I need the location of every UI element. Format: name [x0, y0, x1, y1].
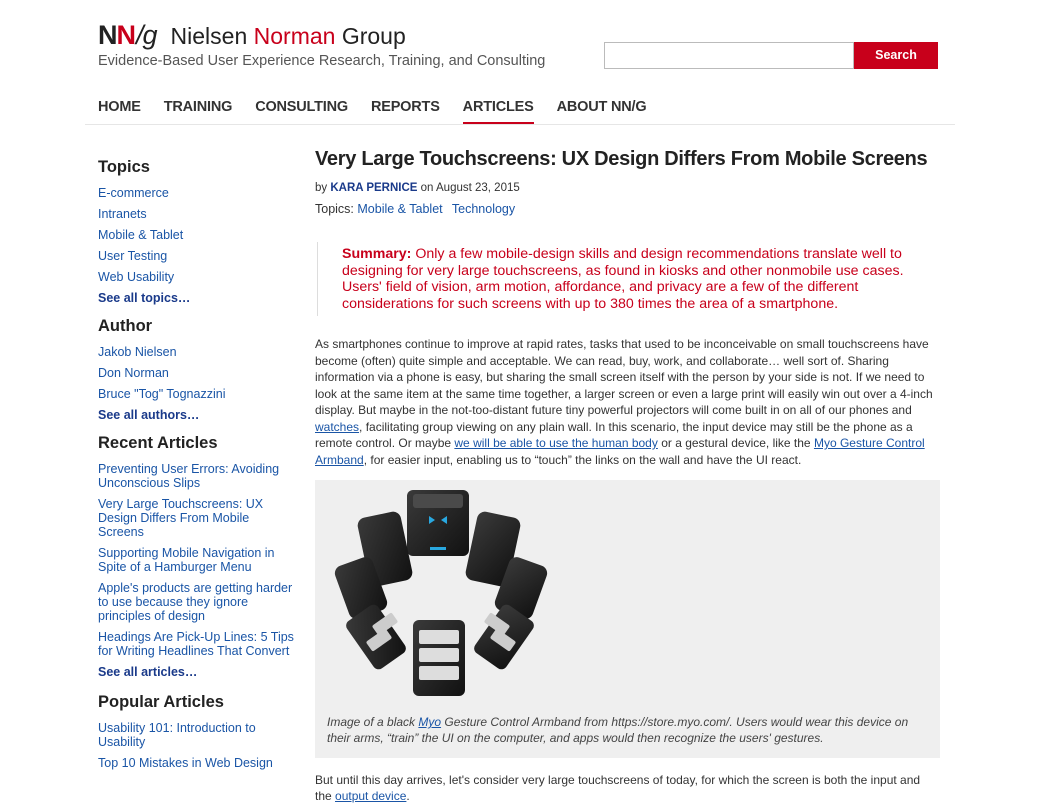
logo-word-norman: Norman — [253, 23, 336, 49]
see-all-topics-link[interactable]: See all topics… — [98, 291, 191, 305]
topics-heading: Topics — [98, 158, 150, 176]
list-item — [98, 630, 298, 658]
list-item — [98, 186, 298, 200]
paragraph-text: . — [406, 788, 410, 803]
body-paragraph — [315, 336, 940, 468]
figure-caption — [327, 715, 927, 746]
popular-article-link[interactable]: Top 10 Mistakes in Web Design — [98, 756, 273, 770]
list-item — [98, 581, 298, 623]
recent-article-link[interactable]: Very Large Touchscreens: UX Design Differs From Mobile Screens — [98, 497, 264, 539]
recent-article-link[interactable]: Apple's products are getting harder to use because they ignore principles of design — [98, 581, 293, 623]
authors-list — [98, 345, 298, 422]
nav-reports[interactable]: REPORTS — [370, 99, 440, 115]
list-item — [98, 546, 298, 574]
article-title: Very Large Touchscreens: UX Design Differs From Mobile Screens — [315, 148, 928, 170]
topic-tag-link[interactable]: Mobile & Tablet — [357, 202, 443, 216]
nav-training[interactable]: TRAINING — [163, 99, 233, 115]
topic-link[interactable]: Intranets — [98, 207, 147, 221]
list-item — [98, 345, 298, 359]
list-item — [98, 228, 298, 242]
topics-label: Topics: — [315, 202, 358, 216]
paragraph-text: or a gestural device, like the — [657, 436, 814, 450]
main-nav — [98, 99, 669, 125]
list-item — [98, 270, 298, 284]
popular-articles-heading: Popular Articles — [98, 693, 224, 711]
article-byline — [315, 182, 940, 194]
list-item — [98, 291, 298, 305]
topic-link[interactable]: Web Usability — [98, 270, 175, 284]
list-item — [98, 462, 298, 490]
recent-article-link[interactable]: Preventing User Errors: Avoiding Unconscious Slips — [98, 462, 280, 490]
caption-text: Image of a black — [327, 715, 419, 729]
author-link[interactable]: Don Norman — [98, 366, 169, 380]
topic-tag-link[interactable]: Technology — [451, 202, 516, 216]
article-topics — [315, 202, 940, 216]
author-link[interactable]: Bruce "Tog" Tognazzini — [98, 387, 226, 401]
site-logo[interactable] — [98, 20, 406, 51]
caption-link-myo[interactable]: Myo — [418, 715, 442, 729]
topic-link[interactable]: E-commerce — [98, 186, 169, 200]
topics-list — [98, 186, 298, 305]
logo-letter-n1: N — [98, 20, 117, 50]
nav-home[interactable]: HOME — [98, 99, 141, 115]
topic-link[interactable]: Mobile & Tablet — [98, 228, 184, 242]
body-paragraph — [315, 773, 940, 804]
paragraph-text: , facilitating group viewing on any plain wall. In this scenario, the input device may still be the phone as a remote control. Or maybe — [315, 419, 913, 450]
popular-articles-list — [98, 721, 298, 770]
see-all-authors-link[interactable]: See all authors… — [98, 408, 200, 422]
list-item — [98, 366, 298, 380]
inline-link-watches[interactable]: watches — [315, 419, 360, 434]
sidebar — [98, 158, 298, 782]
popular-article-link[interactable]: Usability 101: Introduction to Usability — [98, 721, 256, 749]
nav-consulting[interactable]: CONSULTING — [255, 99, 348, 115]
recent-article-link[interactable]: Headings Are Pick-Up Lines: 5 Tips for Writing Headlines That Convert — [98, 630, 294, 658]
logo-word-nielsen: Nielsen — [170, 23, 254, 49]
nav-divider — [85, 124, 955, 125]
paragraph-text: , for easier input, enabling us to “touch” the links on the wall and have the UI react. — [363, 452, 802, 467]
article — [315, 148, 940, 804]
inline-link-output-device[interactable]: output device — [335, 788, 407, 803]
search-input[interactable] — [604, 42, 854, 69]
list-item — [98, 249, 298, 263]
author-link[interactable]: Jakob Nielsen — [98, 345, 177, 359]
logo-letter-n2: N — [116, 20, 135, 50]
inline-link-human-body[interactable]: we will be able to use the human body — [454, 436, 658, 450]
byline-date: on August 23, 2015 — [417, 182, 520, 194]
list-item — [98, 756, 298, 770]
logo-word-group: Group — [335, 23, 406, 49]
inline-link-myo-armband[interactable]: Myo Gesture Control Armband — [315, 436, 925, 467]
list-item — [98, 721, 298, 749]
byline-by: by — [315, 182, 331, 194]
logo-letter-g: /g — [136, 20, 157, 50]
see-all-articles-link[interactable]: See all articles… — [98, 665, 198, 679]
site-tagline: Evidence-Based User Experience Research, Training, and Consulting — [98, 53, 546, 69]
topic-link[interactable]: User Testing — [98, 249, 168, 263]
logo-wordmark — [171, 23, 406, 50]
summary-label: Summary: — [342, 246, 412, 262]
recent-article-link[interactable]: Supporting Mobile Navigation in Spite of a Hamburger Menu — [98, 546, 275, 574]
paragraph-text: As smartphones continue to improve at rapid rates, tasks that used to be inconceivable on small touchscreens have become (often) quite simple and acceptable. We can read, buy, work, and collaborate… well sort of. Sharing information via a phone is easy, but sharing the small screen itself with the person by your side is not. If we need to look at the same item at the same time together, a larger screen or even a large print will easily win out over a 4-inch display. But maybe in the not-too-distant future tiny powerful projectors will come built in on all of our phones and — [315, 337, 933, 417]
paragraph-text: But until this day arrives, let's consider very large touchscreens of today, for which the screen is both the input and the — [315, 773, 921, 803]
logo-mark — [98, 20, 157, 51]
list-item — [98, 408, 298, 422]
article-summary — [317, 242, 940, 316]
nav-articles[interactable]: ARTICLES — [463, 99, 534, 125]
article-figure — [315, 480, 940, 758]
list-item — [98, 387, 298, 401]
nav-about[interactable]: ABOUT NN/G — [556, 99, 647, 115]
list-item — [98, 207, 298, 221]
caption-text: Gesture Control Armband from https://store.myo.com/. Users would wear this device on their arms, “train” the UI on the computer, and apps would then recognize the users' gestures. — [327, 715, 909, 745]
author-link[interactable]: KARA PERNICE — [330, 182, 418, 194]
list-item — [98, 497, 298, 539]
author-heading: Author — [98, 317, 153, 335]
summary-text: Only a few mobile-design skills and design recommendations translate well to designing for very large touchscreens, as found in kiosks and other nonmobile use cases. Users' field of vision, arm motion, affordance, and privacy are a few of the different considerations for such screens with up to 380 times the area of a smartphone. — [342, 246, 904, 312]
recent-articles-list — [98, 462, 298, 679]
list-item — [98, 665, 298, 679]
myo-armband-image — [333, 490, 549, 706]
search-button[interactable]: Search — [854, 42, 938, 69]
recent-articles-heading: Recent Articles — [98, 434, 218, 452]
